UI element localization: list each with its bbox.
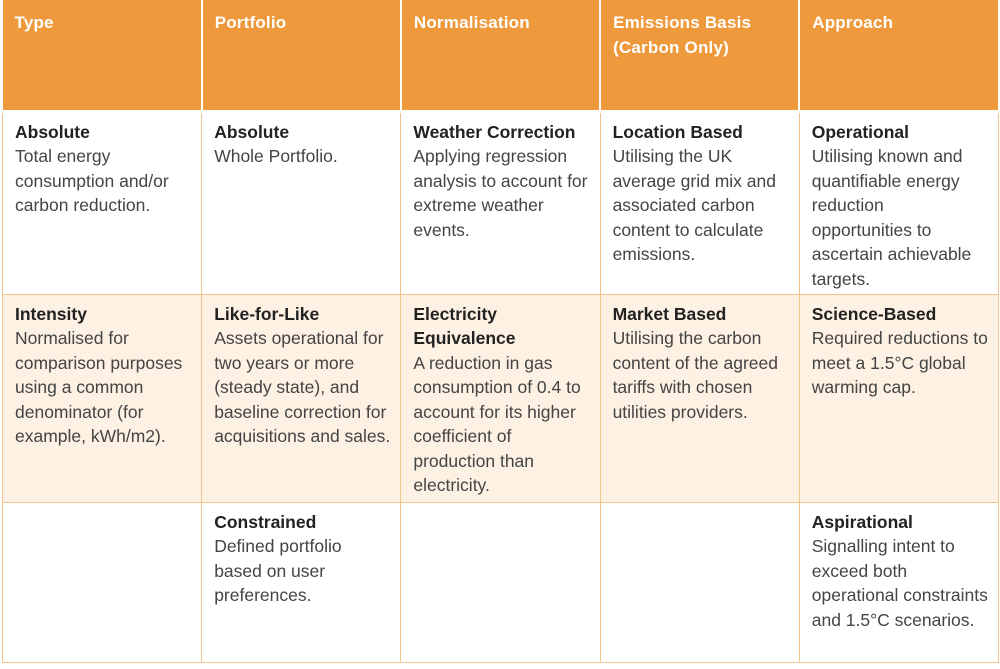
cell-body: Assets operational for two years or more (steady state), and baseline correction for acquisitions and sales.	[214, 328, 391, 446]
cell-title: Like-for-Like	[214, 303, 320, 324]
cell-body: Defined portfolio based on user preferences.	[214, 536, 342, 605]
table-row	[3, 294, 999, 502]
cell-title: Operational	[811, 121, 909, 142]
header-emissions-basis: Emissions Basis (Carbon Only)	[600, 0, 799, 111]
header-type: Type	[3, 0, 202, 111]
table-cell	[3, 111, 202, 294]
cell-title: Market Based	[612, 303, 727, 324]
table-cell	[3, 502, 202, 662]
table-cell	[3, 294, 202, 502]
cell-body: A reduction in gas consumption of 0.4 to account for its higher coefficient of production than electricity.	[413, 352, 581, 495]
header-portfolio: Portfolio	[202, 0, 401, 111]
cell-body: Normalised for comparison purposes using a common denominator (for example, kWh/m2).	[15, 328, 183, 446]
header-approach: Approach	[799, 0, 998, 111]
table-cell	[600, 294, 799, 502]
cell-body: Required reductions to meet a 1.5°C global warming cap.	[811, 328, 988, 397]
cell-title: Constrained	[214, 511, 317, 532]
cell-title: Intensity	[15, 303, 87, 324]
cell-title: Science-Based	[811, 303, 937, 324]
table-cell	[401, 294, 600, 502]
cell-body: Total energy consumption and/or carbon reduction.	[15, 146, 169, 215]
table-cell	[401, 502, 600, 662]
cell-body: Whole Portfolio.	[214, 146, 338, 166]
cell-title: Location Based	[612, 121, 743, 142]
cell-title: Absolute	[214, 121, 290, 142]
cell-title: Absolute	[15, 121, 90, 142]
table-cell	[401, 111, 600, 294]
header-row	[3, 0, 999, 111]
table-cell	[799, 502, 998, 662]
cell-body: Utilising known and quantifiable energy reduction opportunities to ascertain achievable targets.	[811, 146, 972, 289]
cell-body: Utilising the carbon content of the agreed tariffs with chosen utilities providers.	[612, 328, 778, 422]
table-cell	[799, 111, 998, 294]
table-cell	[202, 294, 401, 502]
table-cell	[600, 111, 799, 294]
table-cell	[202, 502, 401, 662]
table-cell	[202, 111, 401, 294]
table-row	[3, 111, 999, 294]
table-row	[3, 502, 999, 662]
cell-body: Signalling intent to exceed both operational constraints and 1.5°C scenarios.	[811, 536, 988, 630]
cell-body: Utilising the UK average grid mix and associated carbon content to calculate emissions.	[612, 146, 776, 264]
cell-title: Aspirational	[811, 511, 913, 532]
table-cell	[799, 294, 998, 502]
cell-title: Weather Correction	[413, 121, 576, 142]
cell-body: Applying regression analysis to account for extreme weather events.	[413, 146, 588, 240]
table-cell	[600, 502, 799, 662]
target-approach-table	[2, 0, 999, 663]
header-normalisation: Normalisation	[401, 0, 600, 111]
cell-title: Electricity Equivalence	[413, 303, 516, 348]
